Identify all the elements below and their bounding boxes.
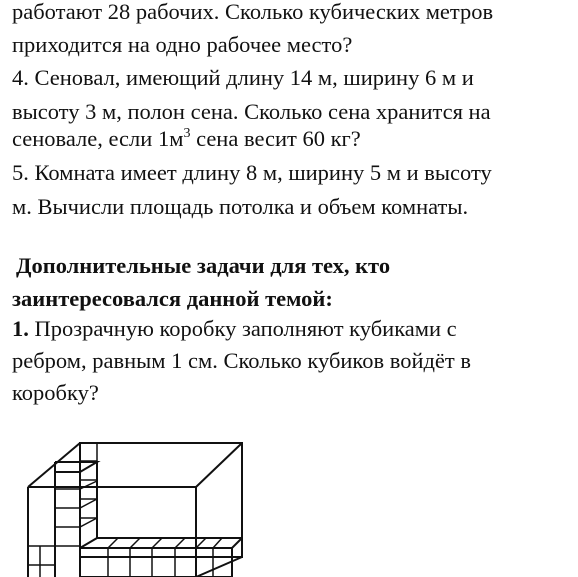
- cube-column-back: [80, 443, 97, 538]
- cube-row-left: [28, 546, 55, 577]
- task-4-line: [12, 125, 361, 153]
- cube-column: [55, 462, 97, 472]
- text-fragment: сеновале, если 1м: [12, 126, 184, 151]
- cube-column-lines: [55, 481, 97, 546]
- box-with-cubes-figure: [0, 420, 578, 577]
- section-heading: заинтересовался данной темой:: [12, 286, 333, 311]
- task-number: 1.: [12, 316, 29, 341]
- text-fragment: сена весит 60 кг?: [190, 126, 361, 151]
- task-5-line: м. Вычисли площадь потолка и объем комнаты.: [12, 194, 469, 219]
- task-4-line: высоту 3 м, полон сена. Сколько сена хранится на: [12, 99, 491, 124]
- box-front-face: [28, 487, 196, 577]
- extra-task-line: коробку?: [12, 380, 99, 405]
- task-5-line: 5. Комната имеет длину 8 м, ширину 5 м и высоту: [12, 160, 492, 185]
- text-line: приходится на одно рабочее место?: [12, 32, 353, 57]
- superscript: 3: [183, 126, 191, 141]
- section-heading: Дополнительные задачи для тех, кто: [16, 253, 391, 278]
- extra-task-line: ребром, равным 1 см. Сколько кубиков войдёт в: [12, 348, 471, 373]
- box-edge: [196, 443, 242, 487]
- task-4-line: 4. Сеновал, имеющий длину 14 м, ширину 6 м и: [12, 65, 474, 90]
- cube-row: [80, 548, 232, 577]
- extra-task-line: [12, 315, 457, 343]
- text-fragment: Прозрачную коробку заполняют кубиками с: [28, 316, 457, 341]
- box-edge: [196, 557, 242, 577]
- text-line: работают 28 рабочих. Сколько кубических метров: [12, 0, 494, 24]
- cube-column: [80, 462, 97, 548]
